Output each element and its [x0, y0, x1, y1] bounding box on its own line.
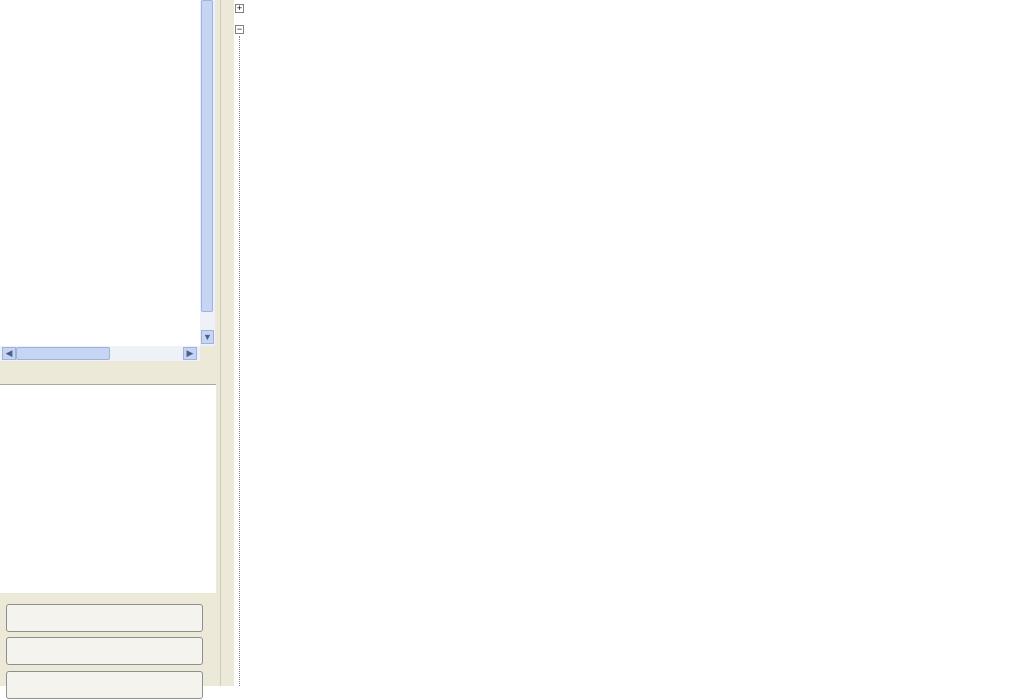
metabolism-tree: [0, 384, 216, 593]
tree-connector: [239, 36, 240, 686]
expand-icon[interactable]: +: [236, 3, 243, 13]
data-grid: [466, 0, 1016, 686]
profilers-horizontal-scrollbar[interactable]: [0, 346, 200, 361]
profilers-vertical-scrollbar[interactable]: [200, 0, 215, 346]
scroll-down-arrow[interactable]: ▼: [201, 330, 214, 344]
create-profiler-button[interactable]: [6, 637, 203, 665]
collapse-icon[interactable]: −: [236, 24, 243, 34]
scroll-thumb[interactable]: [16, 347, 110, 360]
panel-splitter[interactable]: [220, 0, 235, 686]
data-tree-panel: [234, 0, 466, 686]
scroll-left-arrow[interactable]: ◀: [2, 347, 16, 360]
scroll-right-arrow[interactable]: ▶: [183, 347, 197, 360]
delete-profiler-button[interactable]: [6, 671, 203, 699]
show-category-boundaries-button[interactable]: [6, 604, 203, 632]
left-panel: [0, 0, 220, 686]
profilers-tree: [0, 0, 200, 346]
scroll-thumb[interactable]: [201, 0, 213, 312]
